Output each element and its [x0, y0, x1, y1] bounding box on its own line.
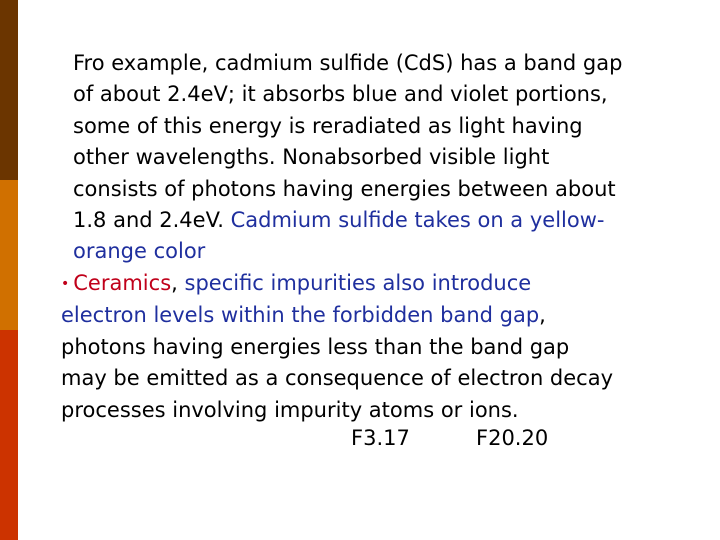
paragraph-ceramics — [61, 268, 661, 426]
text-line — [61, 268, 661, 300]
paragraph-cds-band-gap — [73, 48, 673, 268]
highlight-text: Cadmium sulfide takes on a yellow- — [230, 208, 605, 233]
sidebar-band-bottom — [0, 330, 18, 540]
text-line: photons having energies less than the band gap — [61, 334, 570, 359]
text-segment: , — [171, 271, 185, 295]
figure-reference-2: F20.20 — [476, 426, 549, 450]
text-line: Fro example, cadmium sulfide (CdS) has a band gap — [73, 51, 623, 75]
text-segment: , — [539, 303, 546, 328]
highlight-text: electron levels within the forbidden band gap — [61, 303, 540, 328]
text-line: may be emitted as a consequence of electron decay — [61, 366, 614, 391]
sidebar-band-middle — [0, 180, 18, 330]
text-line: other wavelengths. Nonabsorbed visible light — [73, 145, 550, 170]
highlight-text: specific impurities also introduce — [184, 271, 532, 295]
text-line: consists of photons having energies between about — [73, 176, 616, 201]
text-segment: 1.8 and 2.4eV. — [73, 208, 231, 233]
highlight-text: orange color — [73, 239, 206, 264]
text-line: of about 2.4eV; it absorbs blue and violet portions, — [73, 82, 608, 107]
text-line: some of this energy is reradiated as light having — [73, 113, 583, 138]
sidebar-band-top — [0, 0, 18, 180]
bullet-icon: • — [61, 276, 70, 292]
sidebar-accent — [0, 0, 18, 540]
keyword-ceramics: Ceramics — [73, 271, 172, 295]
text-line — [73, 205, 673, 236]
text-line — [61, 300, 661, 331]
figure-reference-1: F3.17 — [351, 426, 410, 450]
text-line: processes involving impurity atoms or ions. — [61, 397, 519, 422]
